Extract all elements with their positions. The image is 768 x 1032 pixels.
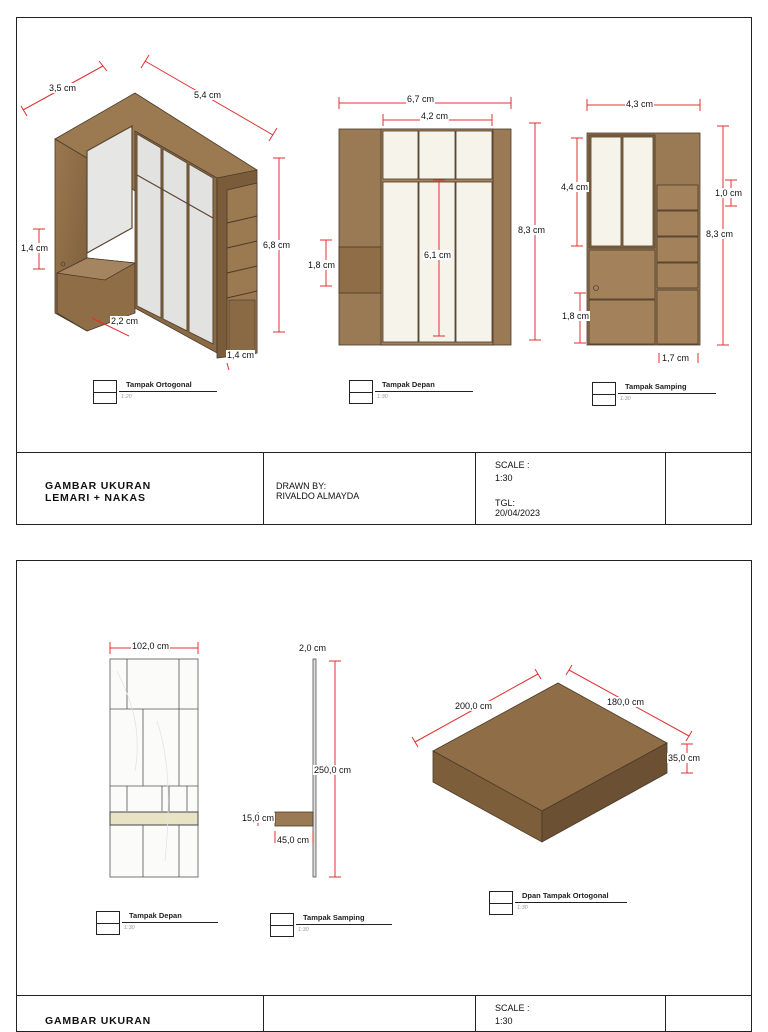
dim-table-depth: 180,0 cm [607,697,645,707]
dim-side-upper: 4,4 cm [561,182,589,192]
dim-ortho-width: 5,4 cm [194,90,222,100]
view-rule [618,393,716,394]
date-label: TGL: [495,498,516,508]
dim-ortho-depth: 3,5 cm [49,83,77,93]
dim-shelf-depth: 45,0 cm [277,835,310,845]
scale-label: SCALE : [495,1003,530,1013]
drawing-sheet-1 [16,17,752,525]
view-rule [375,391,473,392]
title-cell [17,996,264,1032]
view-rule [296,924,392,925]
dim-panel-width: 102,0 cm [132,641,170,651]
scale-value: 1:30 [495,1016,513,1026]
title-block-2 [17,995,751,1032]
dim-ortho-base: 2,2 cm [111,316,139,326]
view-tag-front [349,380,473,406]
drawing-title-line1: GAMBAR UKURAN [45,1015,152,1027]
drawn-by-label: DRAWN BY: [276,481,327,491]
view-tag-side [592,382,716,408]
title-block-1 [17,452,751,525]
title-cell [17,453,264,525]
view-name: Tampak Ortogonal [126,380,192,389]
view-tag-box [592,382,616,406]
drawn-by-name: RIVALDO ALMAYDA [276,491,360,501]
view-scale: 1:30 [517,905,528,911]
side-view-drawing [587,133,700,345]
dim-ortho-nakas: 1,4 cm [21,243,49,253]
dim-ortho-shelf: 1,4 cm [227,350,255,360]
view-tag-box [489,891,513,915]
dim-table-width: 200,0 cm [455,701,493,711]
ortho-wardrobe [55,93,257,358]
dim-front-total: 6,7 cm [407,94,435,104]
view-name: Tampak Depan [129,911,182,920]
dim-shelf-thick: 15,0 cm [242,813,275,823]
view-scale: 1:30 [377,394,388,400]
drawn-by-cell [264,996,476,1032]
scale-cell [476,996,666,1032]
dim-panel-thick: 2,0 cm [299,643,327,653]
view-rule [119,391,217,392]
view-tag-box [93,380,117,404]
dim-side-drawer: 1,0 cm [715,188,743,198]
view-tag-ortho [93,380,217,406]
front-view-drawing [339,129,511,345]
drawing-title-line2: LEMARI + NAKAS [45,492,146,504]
view-scale: 1:30 [298,927,309,933]
dim-side-lower: 1,8 cm [562,311,590,321]
drawn-by-cell [264,453,476,525]
view-name: Tampak Depan [382,380,435,389]
scale-value: 1:30 [495,473,513,483]
view-tag-table-ortho [489,891,629,917]
dim-table-height: 35,0 cm [668,753,701,763]
view-name: Tampak Samping [625,382,687,391]
view-tag-panel-side [270,913,394,939]
dim-front-inner: 4,2 cm [421,111,449,121]
view-scale: 1:20 [121,394,132,400]
view-rule [515,902,627,903]
dim-panel-height: 250,0 cm [314,765,352,775]
scale-date-cell [476,453,666,525]
dim-front-height: 8,3 cm [518,225,546,235]
view-scale: 1:30 [124,925,135,931]
view-name: Tampak Samping [303,913,365,922]
dim-side-total: 4,3 cm [626,99,654,109]
dim-ortho-height: 6,8 cm [263,240,291,250]
dim-side-shelf: 1,7 cm [662,353,690,363]
view-rule [122,922,218,923]
view-tag-box [270,913,294,937]
date-value: 20/04/2023 [495,508,541,518]
dim-side-height: 8,3 cm [706,229,734,239]
dim-front-door: 6,1 cm [424,250,452,260]
view-name: Dpan Tampak Ortogonal [522,891,609,900]
view-tag-box [349,380,373,404]
scale-label: SCALE : [495,460,530,470]
dim-front-nakas: 1,8 cm [308,260,336,270]
view-tag-panel-front [96,911,220,937]
panel-front-drawing [110,659,198,877]
view-tag-box [96,911,120,935]
drawing-sheet-2 [16,560,752,1032]
drawing-title-line1: GAMBAR UKURAN [45,480,152,492]
view-scale: 1:30 [620,396,631,402]
